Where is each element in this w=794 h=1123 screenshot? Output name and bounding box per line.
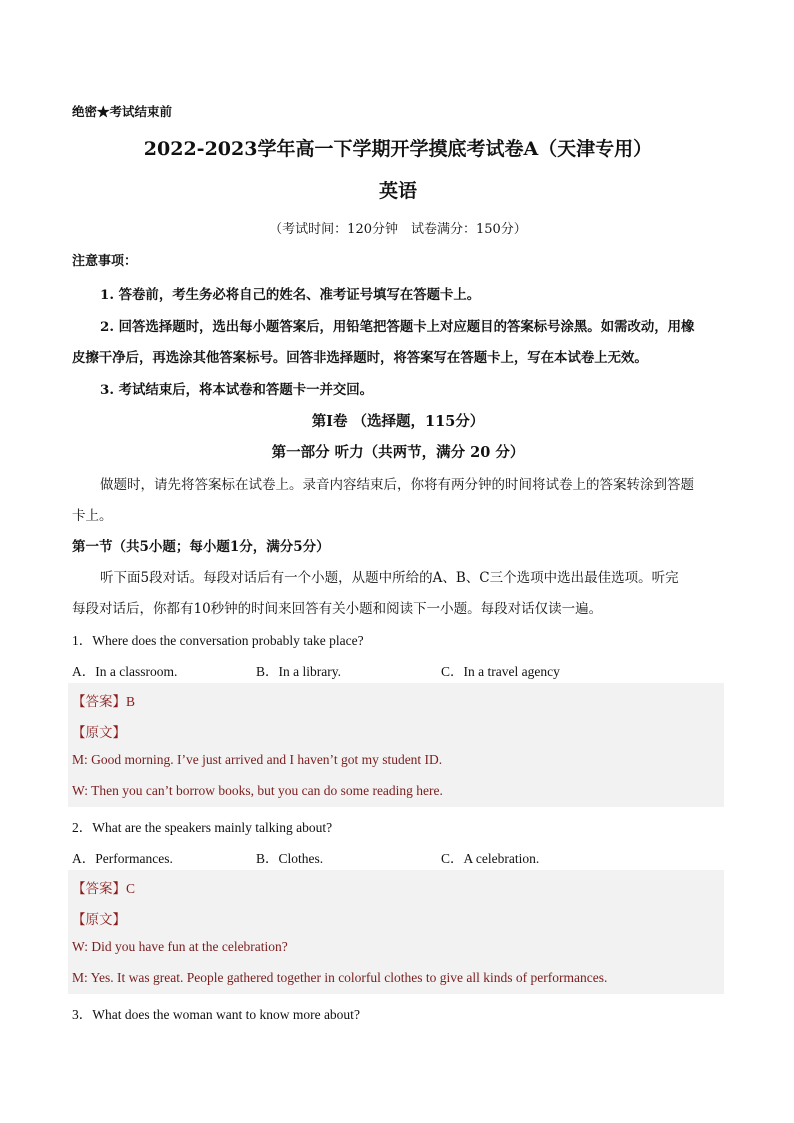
confidential-label: 绝密★考试结束前: [72, 104, 173, 119]
question-2-option-a: A．Performances.: [72, 851, 173, 866]
question-1-transcript-1: M: Good morning. I’ve just arrived and I haven’t got my student ID.: [72, 752, 443, 767]
section1-instructions-2: 每段对话后，你都有10秒钟的时间来回答有关小题和阅读下一小题。每段对话仅读一遍。: [72, 601, 603, 617]
question-1-option-a: A．In a classroom.: [72, 664, 178, 679]
notes-title: 注意事项：: [72, 254, 138, 269]
question-2-transcript-2: M: Yes. It was great. People gathered together in colorful clothes to give all kinds of performances.: [72, 970, 608, 985]
question-1-option-c: C．In a travel agency: [441, 664, 560, 679]
question-1-transcript-2: W: Then you can’t borrow books, but you can do some reading here.: [72, 783, 443, 798]
question-2-transcript-1: W: Did you have fun at the celebration?: [72, 939, 288, 954]
question-2-original-label: 【原文】: [72, 912, 126, 927]
note-3: 3. 考试结束后，将本试卷和答题卡一并交回。: [100, 382, 374, 398]
exam-title: 2022-2023学年高一下学期开学摸底考试卷A（天津专用）: [143, 138, 653, 160]
question-1-original-label: 【原文】: [72, 725, 126, 740]
question-2-option-c: C．A celebration.: [441, 851, 540, 866]
section1-instructions-1: 听下面5段对话。每段对话后有一个小题，从题中所给的A、B、C三个选项中选出最佳选项。听完: [100, 570, 679, 586]
part1-instructions-1: 做题时，请先将答案标在试卷上。录音内容结束后，你将有两分钟的时间将试卷上的答案转涂到答题: [100, 477, 694, 493]
question-2-option-b: B．Clothes.: [256, 851, 324, 866]
note-2: 2. 回答选择题时，选出每小题答案后，用铅笔把答题卡上对应题目的答案标号涂黑。如需改动，用橡: [100, 319, 695, 335]
volume-title: 第I卷 （选择题，115分）: [311, 413, 485, 430]
question-2-answer: 【答案】C: [72, 881, 136, 896]
subject-title: 英语: [378, 180, 417, 202]
question-2-stem: 2．What are the speakers mainly talking about?: [72, 820, 333, 835]
question-3-stem: 3．What does the woman want to know more about?: [72, 1007, 360, 1022]
note-1: 1. 答卷前，考生务必将自己的姓名、准考证号填写在答题卡上。: [100, 287, 481, 303]
note-2-cont: 皮擦干净后，再选涂其他答案标号。回答非选择题时，将答案写在答题卡上，写在本试卷上无效。: [72, 350, 648, 366]
exam-info: （考试时间：120分钟 试卷满分：150分）: [269, 222, 527, 237]
question-1-answer: 【答案】B: [72, 694, 136, 709]
part1-instructions-2: 卡上。: [72, 508, 113, 524]
question-2-answer-block: [68, 870, 724, 994]
question-1-stem: 1．Where does the conversation probably take place?: [72, 633, 364, 648]
part1-title: 第一部分 听力（共两节，满分 20 分）: [271, 444, 525, 461]
question-1-answer-block: [68, 683, 724, 807]
section1-title: 第一节（共5小题；每小题1分，满分5分）: [72, 539, 330, 555]
question-1-option-b: B．In a library.: [256, 664, 341, 679]
